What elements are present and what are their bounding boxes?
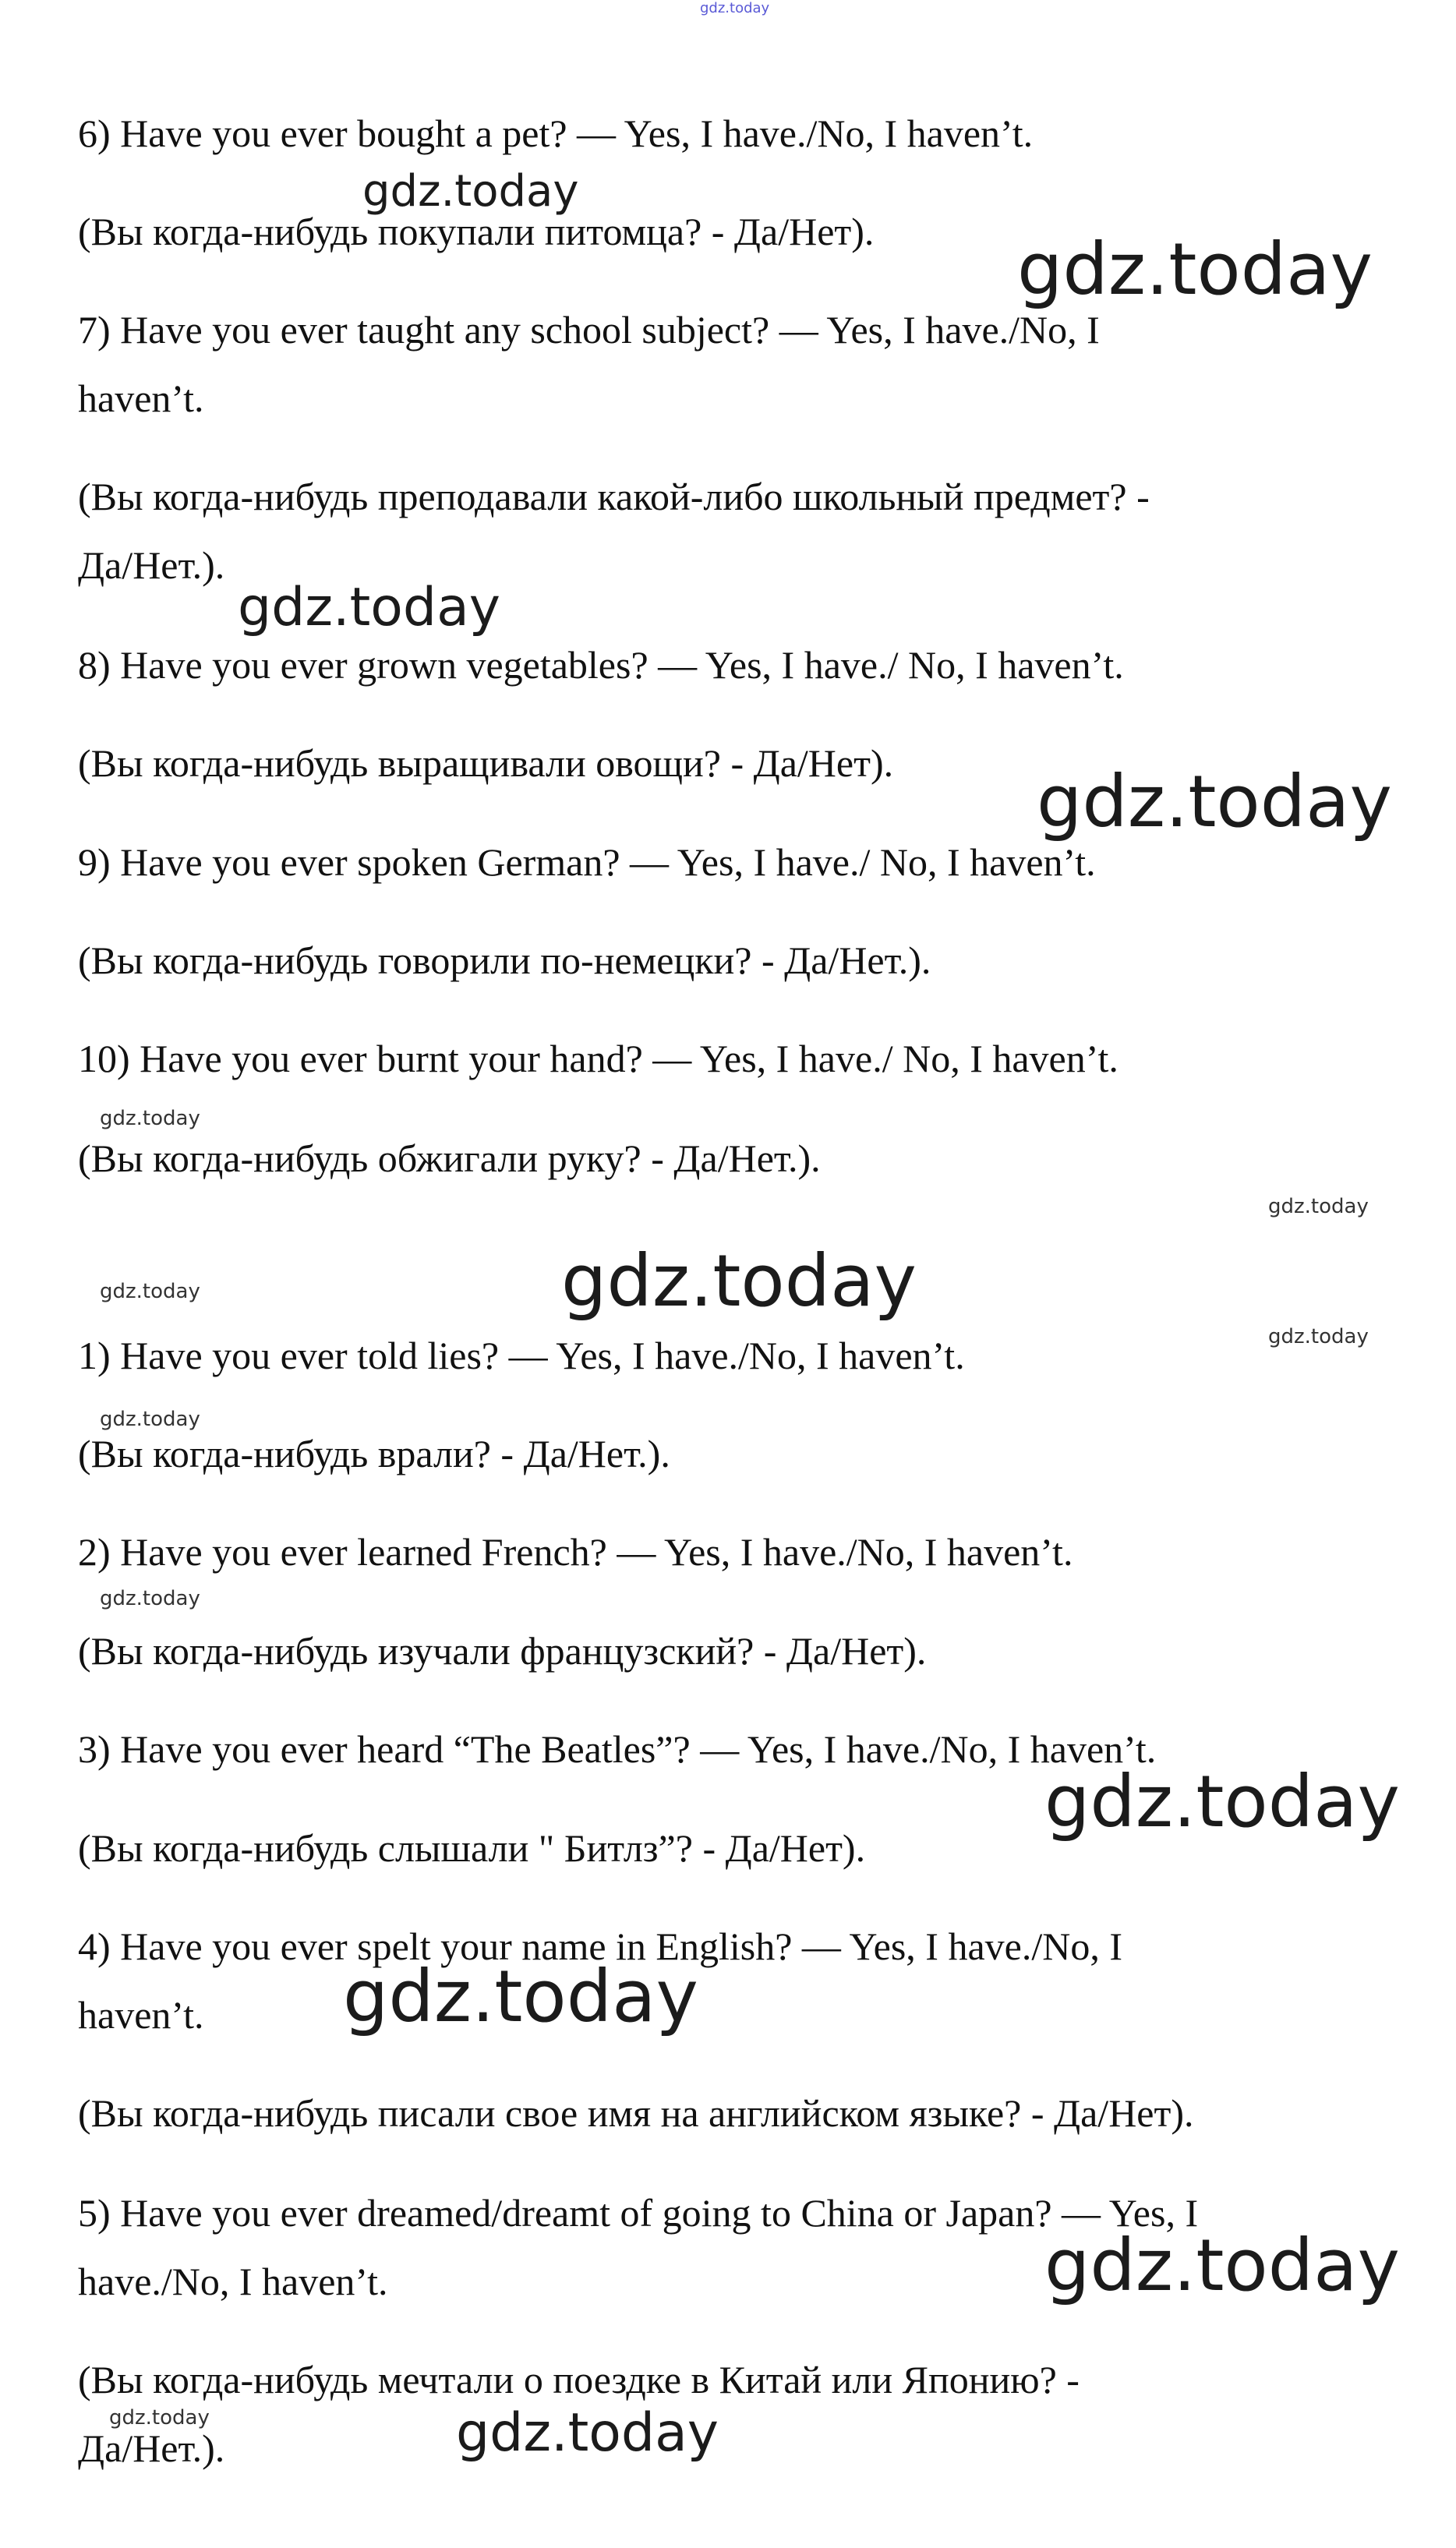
watermark: gdz.today <box>100 1408 200 1431</box>
line-q4: 4) Have you ever spelt your name in English? — Yes, I have./No, I <box>78 1924 1122 1968</box>
line-q9-translation: (Вы когда-нибудь говорили по-немецки? - Да/Нет.). <box>78 938 931 982</box>
line-q7: 7) Have you ever taught any school subject? — Yes, I have./No, I <box>78 308 1100 352</box>
watermark: gdz.today <box>100 1587 200 1610</box>
line-q6-translation: (Вы когда-нибудь покупали питомца? - Да/Нет). <box>78 210 875 253</box>
line-q1: 1) Have you ever told lies? — Yes, I have./No, I haven’t. <box>78 1334 965 1377</box>
watermark: gdz.today <box>109 2406 210 2430</box>
watermark: gdz.today <box>100 1107 200 1130</box>
line-q3-translation: (Вы когда-нибудь слышали " Битлз”? - Да/Нет). <box>78 1826 866 1870</box>
watermark: gdz.today <box>561 1239 917 1323</box>
watermark: gdz.today <box>238 577 500 638</box>
watermark: gdz.today <box>343 1955 698 2038</box>
line-q8-translation: (Вы когда-нибудь выращивали овощи? - Да/Нет). <box>78 741 894 785</box>
line-q5-cont: have./No, I haven’t. <box>78 2260 388 2303</box>
line-q4-translation: (Вы когда-нибудь писали свое имя на английском языке? - Да/Нет). <box>78 2091 1194 2135</box>
line-q7-translation-cont: Да/Нет.). <box>78 543 225 587</box>
watermark: gdz.today <box>1017 228 1373 311</box>
line-q1-translation: (Вы когда-нибудь врали? - Да/Нет.). <box>78 1432 670 1475</box>
line-q8: 8) Have you ever grown vegetables? — Yes, I have./ No, I haven’t. <box>78 643 1124 687</box>
watermark-top: gdz.today <box>700 0 770 16</box>
line-q7-cont: haven’t. <box>78 376 204 420</box>
line-q10: 10) Have you ever burnt your hand? — Yes, I have./ No, I haven’t. <box>78 1037 1119 1080</box>
watermark: gdz.today <box>1044 1760 1400 1843</box>
watermark: gdz.today <box>1268 1195 1369 1218</box>
line-q10-translation: (Вы когда-нибудь обжигали руку? - Да/Нет.). <box>78 1136 821 1180</box>
watermark: gdz.today <box>100 1280 200 1303</box>
line-q5-translation-cont: Да/Нет.). <box>78 2426 225 2470</box>
line-q9: 9) Have you ever spoken German? — Yes, I have./ No, I haven’t. <box>78 840 1096 884</box>
watermark: gdz.today <box>1037 760 1392 843</box>
line-q2: 2) Have you ever learned French? — Yes, I have./No, I haven’t. <box>78 1530 1073 1574</box>
watermark: gdz.today <box>362 166 579 217</box>
line-q6: 6) Have you ever bought a pet? — Yes, I have./No, I haven’t. <box>78 111 1034 155</box>
watermark: gdz.today <box>1044 2224 1400 2307</box>
line-q4-cont: haven’t. <box>78 1993 204 2037</box>
line-q5: 5) Have you ever dreamed/dreamt of going to China or Japan? — Yes, I <box>78 2191 1199 2235</box>
line-q7-translation: (Вы когда-нибудь преподавали какой-либо школьный предмет? - <box>78 475 1150 518</box>
line-q3: 3) Have you ever heard “The Beatles”? — Yes, I have./No, I haven’t. <box>78 1727 1157 1771</box>
line-q2-translation: (Вы когда-нибудь изучали французский? - Да/Нет). <box>78 1629 927 1673</box>
line-q5-translation: (Вы когда-нибудь мечтали о поездке в Китай или Японию? - <box>78 2358 1080 2401</box>
watermark: gdz.today <box>1268 1325 1369 1348</box>
watermark: gdz.today <box>456 2402 719 2464</box>
